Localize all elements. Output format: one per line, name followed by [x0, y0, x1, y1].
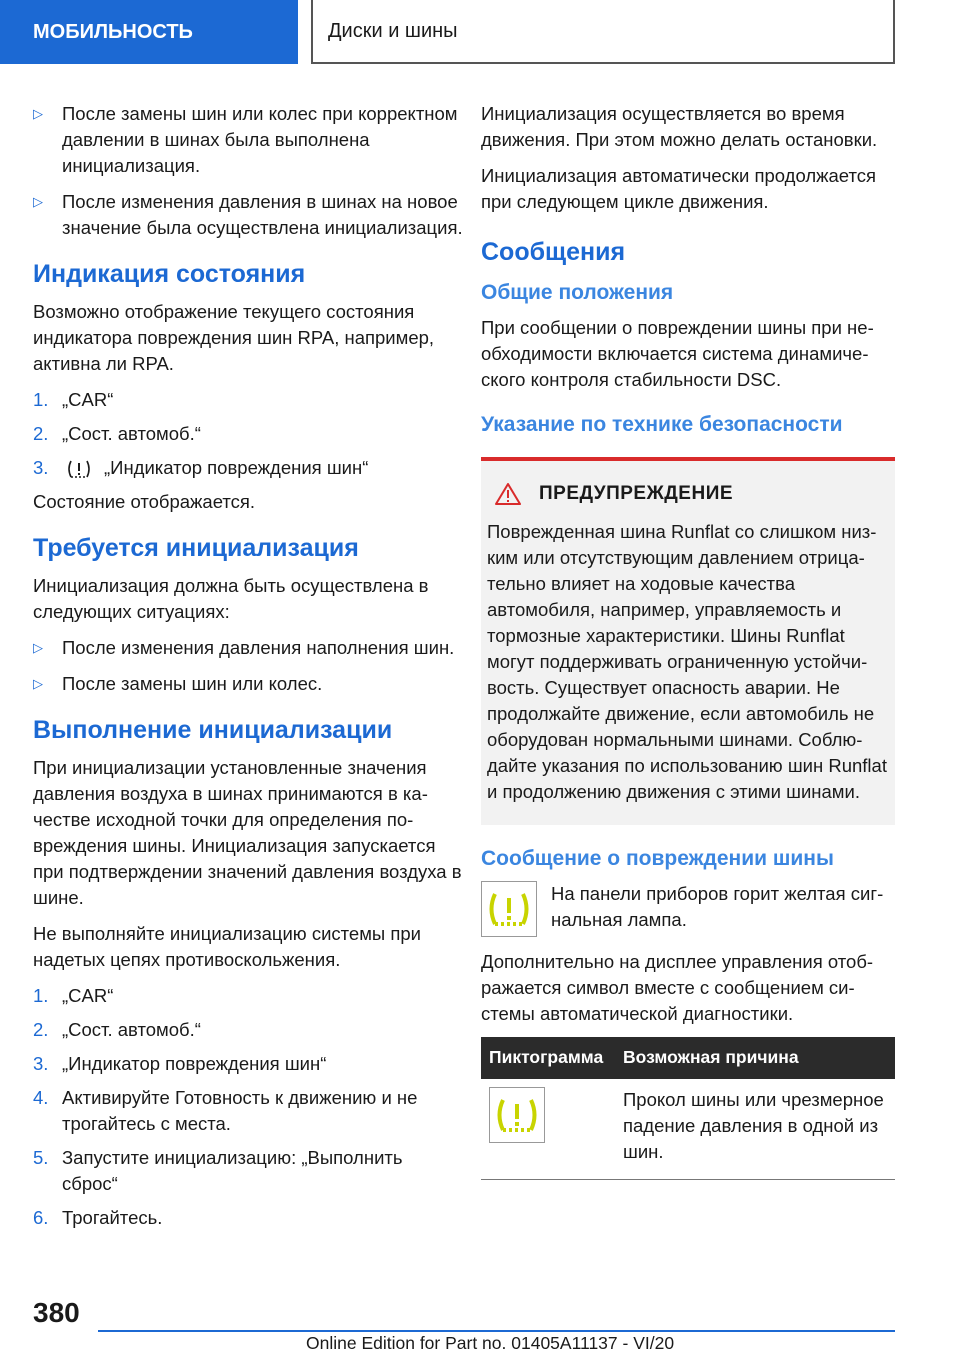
display-text: Дополнительно на дисплее управления отображается символ вместе с сообщением системы автоматической диагностики.: [481, 951, 874, 1024]
symbol-table: [481, 1037, 895, 1180]
step-number: 2.: [33, 423, 49, 444]
init-while-driving-text: Инициализация осуществляется во время движения. При этом можно делать остановки.: [481, 103, 878, 150]
messages-heading: Сообщения: [481, 238, 626, 266]
step-text: „Индикатор повреждения шин“: [104, 457, 369, 478]
step-item: [33, 1017, 463, 1043]
step-item: [33, 421, 463, 447]
column-header-cause: Возможная причина: [615, 1037, 895, 1079]
step-number: 5.: [33, 1147, 49, 1168]
bullet-text: После замены шин или колес при корректном давлении в шинах была выполнена инициализация.: [62, 103, 458, 176]
tire-damage-heading: Сообщение о повреждении шины: [481, 847, 834, 870]
column-header-pictogram: Пиктограмма: [481, 1037, 615, 1079]
triangle-bullet-icon: ▷: [33, 640, 43, 655]
footer-edition: Online Edition for Part no. 01405A11137 - VI/20: [306, 1333, 675, 1353]
step-number: 6.: [33, 1207, 49, 1228]
header-section: МОБИЛЬНОСТЬ: [0, 0, 298, 64]
step-item: [33, 1145, 463, 1197]
status-text: Возможно отображение текущего состояния индикатора повреждения шин RPA, например, активна ли RPA.: [33, 301, 435, 374]
general-heading: Общие положения: [481, 281, 674, 304]
left-column: [33, 101, 463, 1239]
right-column: [481, 101, 895, 1180]
bullet-text: После изменения давления в шинах на новое значение была осуществлена инициализация.: [62, 191, 463, 238]
step-number: 3.: [33, 1053, 49, 1074]
step-number: 3.: [33, 457, 49, 478]
pictogram-cell: [481, 1079, 615, 1180]
cause-cell: Прокол шины или чрезмерное падение давления в одной из шин.: [615, 1079, 895, 1180]
warning-lamp-image: [481, 881, 537, 937]
table-row: [481, 1079, 895, 1180]
warning-title-row: [487, 481, 889, 507]
step-number: 4.: [33, 1087, 49, 1108]
step-item: [33, 1051, 463, 1077]
snow-chains-note: Не выполняйте инициализацию системы при надетых цепях противоскольжения.: [33, 923, 422, 970]
step-text: Запустите инициализацию: „Выполнить сброс“: [62, 1147, 403, 1194]
step-text: „CAR“: [62, 389, 114, 410]
general-text: При сообщении о повреждении шины при необходимости включается система динамического контроля стабильности DSC.: [481, 317, 874, 390]
bullet-text: После изменения давления наполнения шин.: [62, 637, 455, 658]
init-continue-text: Инициализация автоматически продолжается при следующем цикле движения.: [481, 165, 877, 212]
triangle-bullet-icon: ▷: [33, 676, 43, 691]
triangle-bullet-icon: ▷: [33, 106, 43, 121]
warning-triangle-icon: [495, 482, 521, 506]
step-item: [33, 1085, 463, 1137]
step-text: „Сост. автомоб.“: [62, 423, 201, 444]
step-number: 1.: [33, 389, 49, 410]
step-text: „CAR“: [62, 985, 114, 1006]
step-number: 2.: [33, 1019, 49, 1040]
bullet-item: [33, 671, 463, 697]
step-text: Активируйте Готовность к движению и не трогайтесь с места.: [62, 1087, 418, 1134]
header-subsection: Диски и шины: [311, 0, 895, 64]
step-text: „Индикатор повреждения шин“: [62, 1053, 327, 1074]
step-item: [33, 455, 463, 481]
tire-pressure-warning-icon: [486, 889, 532, 929]
step-item: [33, 1205, 463, 1231]
safety-heading: Указание по технике безопасности: [481, 413, 843, 436]
triangle-bullet-icon: ▷: [33, 194, 43, 209]
init-required-text: Инициализация должна быть осуществлена в следующих ситуациях:: [33, 575, 429, 622]
step-item: [33, 983, 463, 1009]
step-number: 1.: [33, 985, 49, 1006]
bullet-item: [33, 635, 463, 661]
warning-title: ПРЕДУПРЕЖДЕНИЕ: [539, 483, 734, 504]
lamp-row: [481, 881, 895, 937]
tire-pressure-icon: [66, 458, 92, 480]
init-required-heading: Требуется инициализация: [33, 534, 359, 562]
status-result: Состояние отображается.: [33, 491, 256, 512]
page-number: 380: [33, 1297, 80, 1328]
warning-text: Поврежденная шина Runflat со слишком низким или отсутствующим давлением отрицательно влияет на ходовые качества автомобиля, например, управляемость и тормозные характеристики. Шины Runflat могут поддерживать ограниченную устойчивость. Существует опасность аварии. Не продолжайте движение, если автомобиль не оборудован нормальными шинами. Соблюдайте указания по использованию шин Runflat и продолжению движения с этими шинами.: [487, 521, 887, 802]
warning-box: [481, 457, 895, 825]
pictogram-image: [489, 1087, 545, 1143]
step-text: Трогайтесь.: [62, 1207, 163, 1228]
lamp-text: На панели приборов горит желтая сигнальная лампа.: [551, 883, 884, 930]
bullet-item: [33, 101, 463, 179]
execute-init-heading: Выполнение инициализации: [33, 716, 393, 744]
bullet-text: После замены шин или колес.: [62, 673, 323, 694]
step-item: [33, 387, 463, 413]
table-header-row: [481, 1037, 895, 1079]
status-heading: Индикация состояния: [33, 260, 306, 288]
step-text: „Сост. автомоб.“: [62, 1019, 201, 1040]
tire-pressure-warning-icon: [494, 1095, 540, 1135]
footer-divider: [98, 1330, 895, 1332]
execute-init-text: При инициализации установленные значения давления воздуха в шинах принимаются в качестве исходной точки для определения повреждения шины. Инициализация запускается при подтверждении значений давления воздуха в шине.: [33, 757, 462, 908]
bullet-item: [33, 189, 463, 241]
